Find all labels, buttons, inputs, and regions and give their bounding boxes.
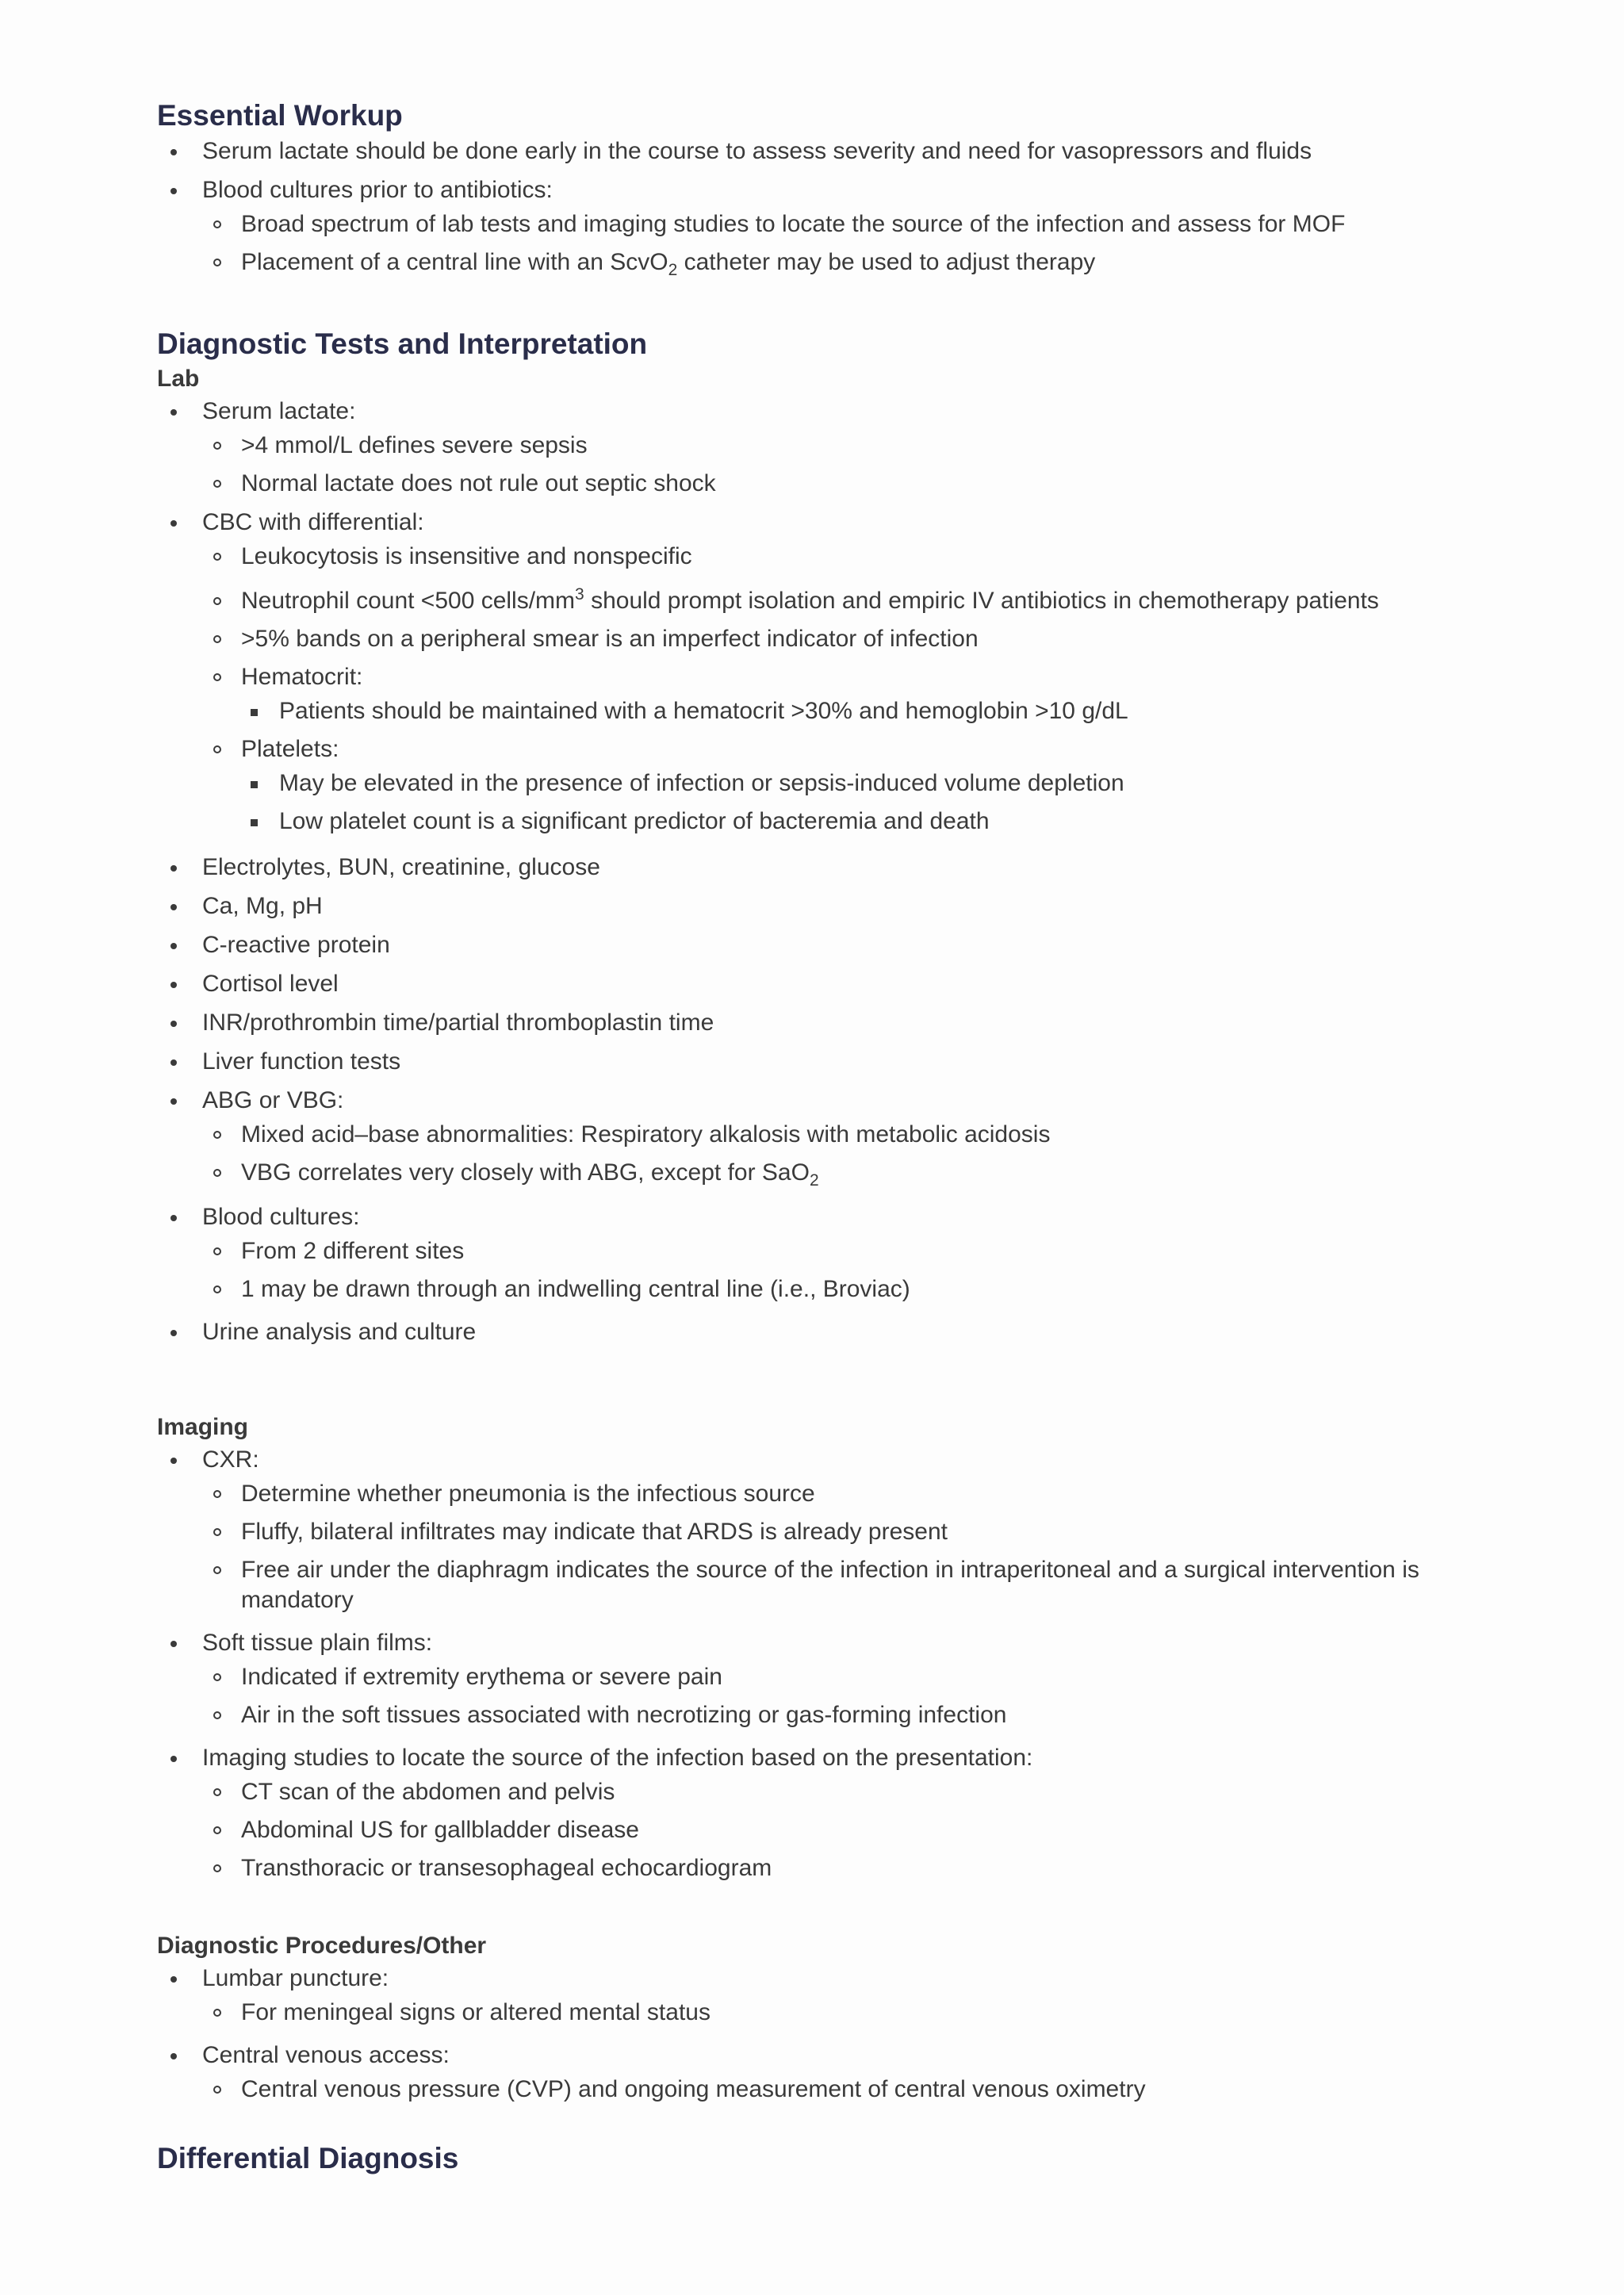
- list-item: CBC with differential: Leukocytosis is insensitive and nonspecific Neutrophil count <500 cells/$mm^3$ should prompt isolation and empiric IV antibiotics in chemotherapy patients >5% bands on a peripheral smear is an imperfect indicator of infection Hematocrit: Patients should be maintained with a hematocrit >30% and hemoglobin >10 g/dL Platelets: May be elevated in the presence of infection or sepsis-induced volume depletion Low platelet count is a significant predictor of bacteremia and death: [157, 508, 1537, 837]
- list-item: Electrolytes, BUN, creatinine, glucose: [157, 852, 1537, 883]
- list-item: Urine analysis and culture: [157, 1317, 1537, 1347]
- list-item: VBG correlates very closely with ABG, except for SaO$_2$: [202, 1158, 1537, 1188]
- list-item: Neutrophil count <500 cells/$mm^3$ should prompt isolation and empiric IV antibiotics in chemotherapy patients: [202, 586, 1537, 616]
- lab-list: [157, 397, 1537, 1347]
- procedures-heading: Diagnostic Procedures/Other: [157, 1933, 487, 1959]
- list-item: ABG or VBG: Mixed acid–base abnormalities: Respiratory alkalosis with metabolic acidosis VBG correlates very closely with ABG, except for SaO$_2$: [157, 1086, 1537, 1188]
- lab-heading: Lab: [157, 366, 200, 392]
- list-item: >4 mmol/L defines severe sepsis: [202, 431, 1537, 461]
- list-item: Transthoracic or transesophageal echocardiogram: [202, 1853, 1537, 1883]
- procedures-list: [157, 1964, 1537, 2105]
- list-item: Fluffy, bilateral infiltrates may indicate that ARDS is already present: [202, 1517, 1537, 1547]
- list-item: CT scan of the abdomen and pelvis: [202, 1777, 1537, 1807]
- sub-list: [202, 209, 1537, 278]
- list-item: Central venous pressure (CVP) and ongoing measurement of central venous oximetry: [202, 2075, 1537, 2105]
- list-item: Broad spectrum of lab tests and imaging studies to locate the source of the infection and assess for MOF: [202, 209, 1537, 239]
- list-item: Ca, Mg, pH: [157, 891, 1537, 921]
- list-item: CXR: Determine whether pneumonia is the infectious source Fluffy, bilateral infiltrates may indicate that ARDS is already present Free air under the diaphragm indicates the source of the infection in intraperitoneal and a surgical intervention is mandatory: [157, 1445, 1537, 1615]
- list-item: Lumbar puncture: For meningeal signs or altered mental status: [157, 1964, 1537, 2028]
- essential-workup-list: [157, 136, 1537, 278]
- list-item: Soft tissue plain films: Indicated if extremity erythema or severe pain Air in the soft tissues associated with necrotizing or gas-forming infection: [157, 1628, 1537, 1730]
- diagnostic-tests-section: [157, 327, 1537, 1347]
- list-item: 1 may be drawn through an indwelling central line (i.e., Broviac): [202, 1274, 1537, 1305]
- list-item: Serum lactate: >4 mmol/L defines severe sepsis Normal lactate does not rule out septic shock: [157, 397, 1537, 499]
- sub-list: [202, 1777, 1537, 1883]
- sub-sub-list: [241, 768, 1537, 837]
- list-item: Central venous access: Central venous pressure (CVP) and ongoing measurement of central venous oximetry: [157, 2040, 1537, 2105]
- list-item: Serum lactate should be done early in the course to assess severity and need for vasopressors and fluids: [157, 136, 1537, 167]
- list-item: INR/prothrombin time/partial thromboplastin time: [157, 1008, 1537, 1038]
- sub-list: [202, 1662, 1537, 1730]
- list-item: Indicated if extremity erythema or severe pain: [202, 1662, 1537, 1692]
- list-item: Hematocrit: Patients should be maintained with a hematocrit >30% and hemoglobin >10 g/dL: [202, 662, 1537, 726]
- list-item: Low platelet count is a significant predictor of bacteremia and death: [241, 807, 1537, 837]
- imaging-heading: Imaging: [157, 1414, 249, 1440]
- imaging-section: [157, 1413, 1537, 1883]
- list-item: Normal lactate does not rule out septic shock: [202, 469, 1537, 499]
- sub-list: [202, 431, 1537, 499]
- list-item: Imaging studies to locate the source of the infection based on the presentation: CT scan of the abdomen and pelvis Abdominal US for gallbladder disease Transthoracic or transesophageal echocardiogram: [157, 1743, 1537, 1883]
- differential-section: [157, 2141, 1537, 2176]
- list-item: Blood cultures: From 2 different sites 1 may be drawn through an indwelling central line (i.e., Broviac): [157, 1202, 1537, 1305]
- list-item: From 2 different sites: [202, 1236, 1537, 1266]
- essential-workup-heading: Essential Workup: [157, 99, 403, 132]
- diagnostic-tests-heading: Diagnostic Tests and Interpretation: [157, 328, 648, 360]
- differential-heading: Differential Diagnosis: [157, 2142, 459, 2174]
- sub-list: [202, 2075, 1537, 2105]
- list-item: Mixed acid–base abnormalities: Respiratory alkalosis with metabolic acidosis: [202, 1120, 1537, 1150]
- procedures-section: [157, 1932, 1537, 2105]
- sub-list: [202, 1236, 1537, 1305]
- list-item: May be elevated in the presence of infection or sepsis-induced volume depletion: [241, 768, 1537, 799]
- list-item: Platelets: May be elevated in the presence of infection or sepsis-induced volume depletion Low platelet count is a significant predictor of bacteremia and death: [202, 734, 1537, 837]
- list-item: C-reactive protein: [157, 930, 1537, 960]
- sub-list: [202, 1998, 1537, 2028]
- list-item: Liver function tests: [157, 1047, 1537, 1077]
- imaging-list: [157, 1445, 1537, 1883]
- list-item: Free air under the diaphragm indicates the source of the infection in intraperitoneal and a surgical intervention is mandatory: [202, 1555, 1537, 1615]
- list-item: Air in the soft tissues associated with necrotizing or gas-forming infection: [202, 1700, 1537, 1730]
- essential-workup-section: [157, 98, 1537, 278]
- sub-list: [202, 1120, 1537, 1188]
- list-item: Abdominal US for gallbladder disease: [202, 1815, 1537, 1845]
- list-item: Blood cultures prior to antibiotics: Broad spectrum of lab tests and imaging studies to locate the source of the infection and assess for MOF Placement of a central line with an ScvO$_2$ catheter may be used to adjust therapy: [157, 175, 1537, 278]
- list-item: Placement of a central line with an ScvO$_2$ catheter may be used to adjust therapy: [202, 247, 1537, 278]
- list-item: For meningeal signs or altered mental status: [202, 1998, 1537, 2028]
- list-item: >5% bands on a peripheral smear is an imperfect indicator of infection: [202, 624, 1537, 654]
- list-item: Leukocytosis is insensitive and nonspecific: [202, 542, 1537, 572]
- list-item: Patients should be maintained with a hematocrit >30% and hemoglobin >10 g/dL: [241, 696, 1537, 726]
- list-item: Cortisol level: [157, 969, 1537, 999]
- sub-list: [202, 542, 1537, 837]
- sub-sub-list: [241, 696, 1537, 726]
- sub-list: [202, 1479, 1537, 1615]
- list-item: Determine whether pneumonia is the infectious source: [202, 1479, 1537, 1509]
